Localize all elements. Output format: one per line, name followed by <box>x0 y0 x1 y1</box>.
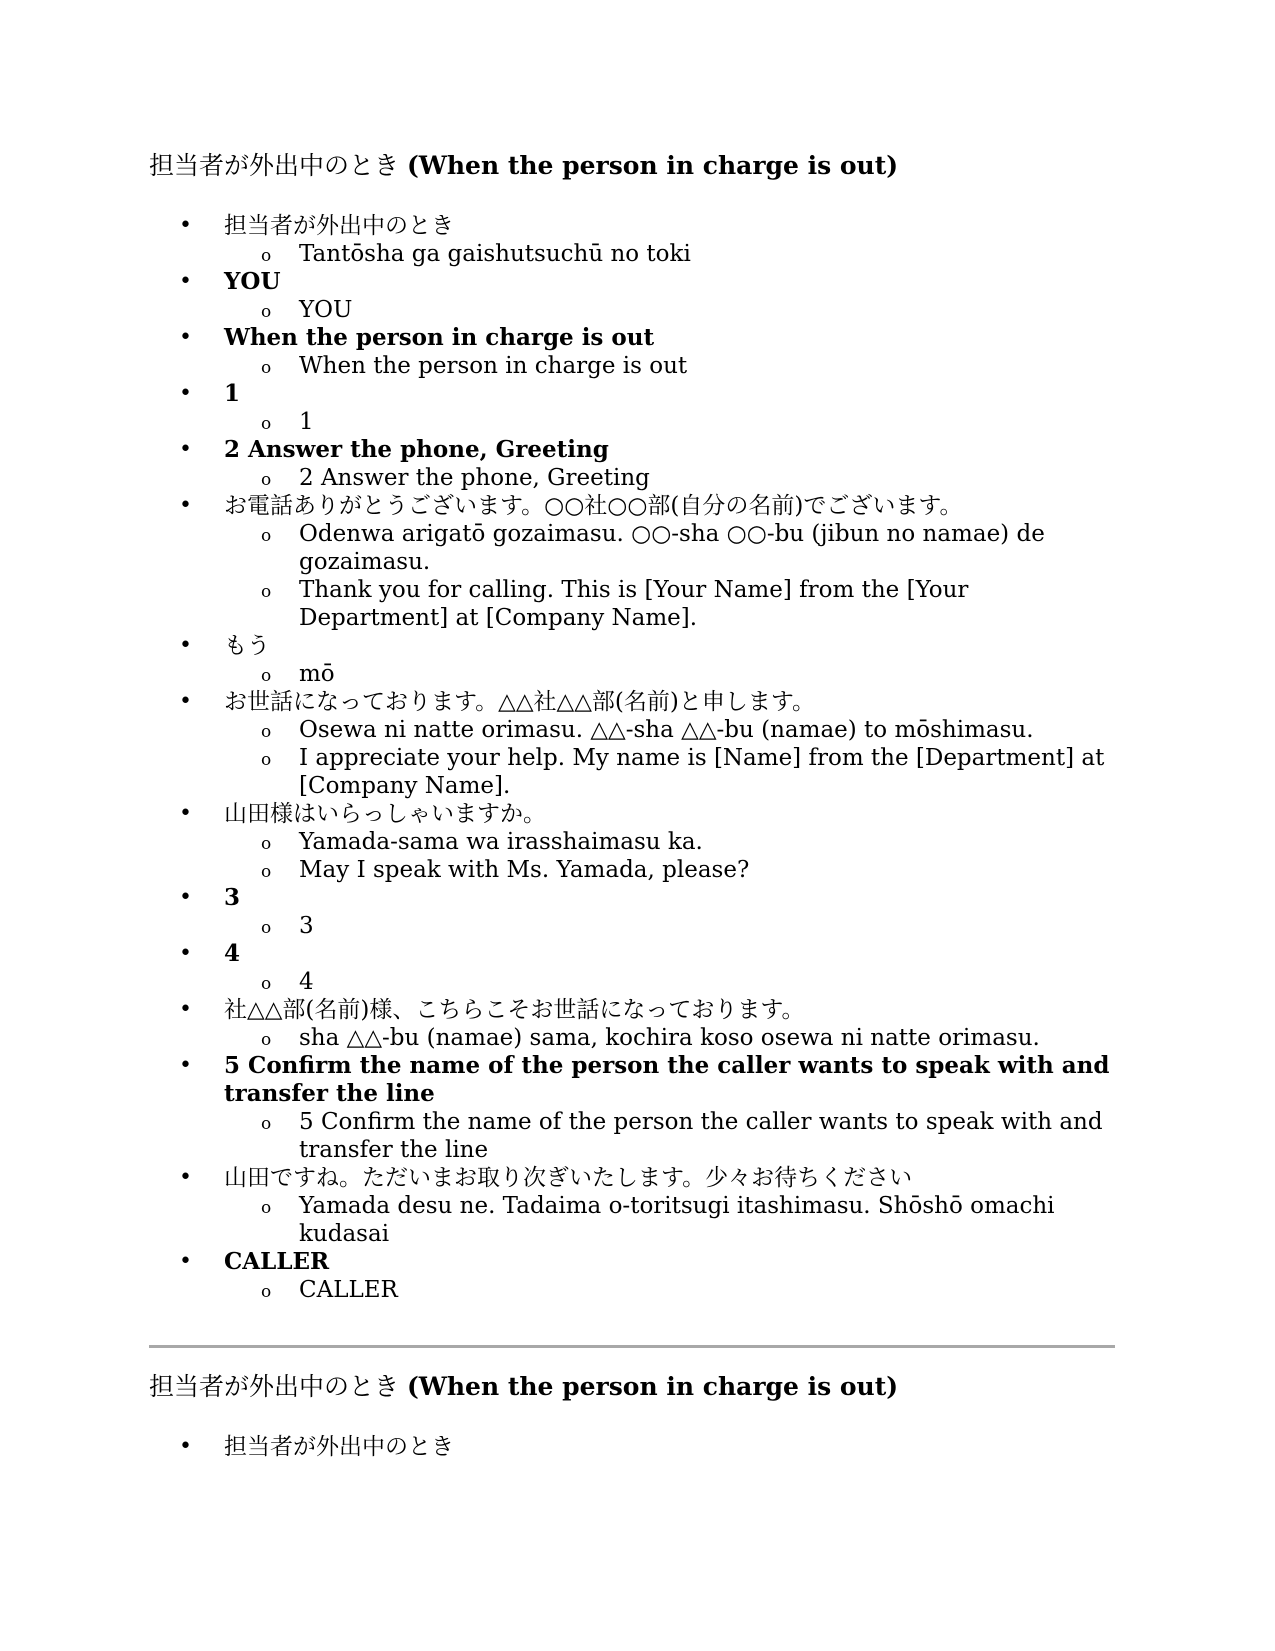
list-item <box>149 492 1115 632</box>
sub-list <box>224 1276 1115 1304</box>
sub-list <box>224 240 1115 268</box>
list-item-heading: • 1 <box>224 380 1115 408</box>
sub-list-item: o I appreciate your help. My name is [Name] from the [Department] at [Company Name]. <box>224 744 1115 800</box>
list-item <box>149 1248 1115 1304</box>
section-title <box>149 1370 898 1404</box>
list-item <box>149 324 1115 380</box>
list-item-heading: • 4 <box>224 940 1115 968</box>
sub-list <box>224 912 1115 940</box>
list-item-heading: • お電話ありがとうございます。○○社○○部(自分の名前)でございます。 <box>224 492 1115 520</box>
list-item <box>149 436 1115 492</box>
list-item-heading: • 3 <box>224 884 1115 912</box>
sub-list <box>224 408 1115 436</box>
sub-list-item: o 1 <box>224 408 1115 436</box>
list-item-heading: • When the person in charge is out <box>224 324 1115 352</box>
sub-list <box>224 968 1115 996</box>
list-item <box>149 268 1115 324</box>
sub-list-item: o Odenwa arigatō gozaimasu. ○○-sha ○○-bu (jibun no namae) de gozaimasu. <box>224 520 1115 576</box>
sub-list-item: o When the person in charge is out <box>224 352 1115 380</box>
sub-list <box>224 520 1115 632</box>
sub-list <box>224 464 1115 492</box>
list-item <box>149 1052 1115 1164</box>
sub-list-item: o Thank you for calling. This is [Your Name] from the [Your Department] at [Company Name]. <box>224 576 1115 632</box>
sub-list-item: o Osewa ni natte orimasu. △△-sha △△-bu (namae) to mōshimasu. <box>224 716 1115 744</box>
sub-list-item: o May I speak with Ms. Yamada, please? <box>224 856 1115 884</box>
list-item-heading: • 山田様はいらっしゃいますか。 <box>224 800 1115 828</box>
list-item-heading: • 山田ですね。ただいまお取り次ぎいたします。少々お待ちください <box>224 1164 1115 1192</box>
list-item-heading: • 担当者が外出中のとき <box>224 1433 1115 1461</box>
sub-list <box>224 1192 1115 1248</box>
list-item-heading: • お世話になっております。△△社△△部(名前)と申します。 <box>224 688 1115 716</box>
sub-list-item: o CALLER <box>224 1276 1115 1304</box>
sub-list-item: o 4 <box>224 968 1115 996</box>
sub-list <box>224 828 1115 884</box>
list-item-heading: • もう <box>224 632 1115 660</box>
list-item-heading: • CALLER <box>224 1248 1115 1276</box>
sub-list <box>224 1024 1115 1052</box>
sub-list-item: o mō <box>224 660 1115 688</box>
section-title-jp: 担当者が外出中のとき <box>149 151 400 180</box>
list-item <box>149 884 1115 940</box>
section-title-jp: 担当者が外出中のとき <box>149 1372 400 1401</box>
list-item-heading: • 担当者が外出中のとき <box>224 212 1115 240</box>
sub-list <box>224 296 1115 324</box>
phrase-list <box>149 1433 1115 1461</box>
list-item-heading: • 社△△部(名前)様、こちらこそお世話になっております。 <box>224 996 1115 1024</box>
sub-list-item: o Yamada-sama wa irasshaimasu ka. <box>224 828 1115 856</box>
list-item <box>149 688 1115 800</box>
phrase-list <box>149 212 1115 1304</box>
sub-list <box>224 716 1115 800</box>
sub-list-item: o 5 Confirm the name of the person the caller wants to speak with and transfer the line <box>224 1108 1115 1164</box>
section-title-en: (When the person in charge is out) <box>406 1372 899 1401</box>
section-title-en: (When the person in charge is out) <box>406 151 899 180</box>
sub-list-item: o YOU <box>224 296 1115 324</box>
list-item <box>149 380 1115 436</box>
list-item <box>149 996 1115 1052</box>
list-item-heading: • 5 Confirm the name of the person the caller wants to speak with and transfer the line <box>224 1052 1115 1108</box>
sub-list-item: o sha △△-bu (namae) sama, kochira koso osewa ni natte orimasu. <box>224 1024 1115 1052</box>
list-item-heading: • YOU <box>224 268 1115 296</box>
list-item <box>149 1433 1115 1461</box>
horizontal-divider <box>149 1345 1115 1348</box>
section-title <box>149 149 898 183</box>
list-item-heading: • 2 Answer the phone, Greeting <box>224 436 1115 464</box>
sub-list-item: o Yamada desu ne. Tadaima o-toritsugi itashimasu. Shōshō omachi kudasai <box>224 1192 1115 1248</box>
list-item <box>149 1164 1115 1248</box>
list-item <box>149 212 1115 268</box>
list-item <box>149 800 1115 884</box>
list-item <box>149 632 1115 688</box>
sub-list-item: o 3 <box>224 912 1115 940</box>
sub-list-item: o 2 Answer the phone, Greeting <box>224 464 1115 492</box>
sub-list <box>224 1108 1115 1164</box>
sub-list <box>224 352 1115 380</box>
list-item <box>149 940 1115 996</box>
sub-list-item: o Tantōsha ga gaishutsuchū no toki <box>224 240 1115 268</box>
sub-list <box>224 660 1115 688</box>
